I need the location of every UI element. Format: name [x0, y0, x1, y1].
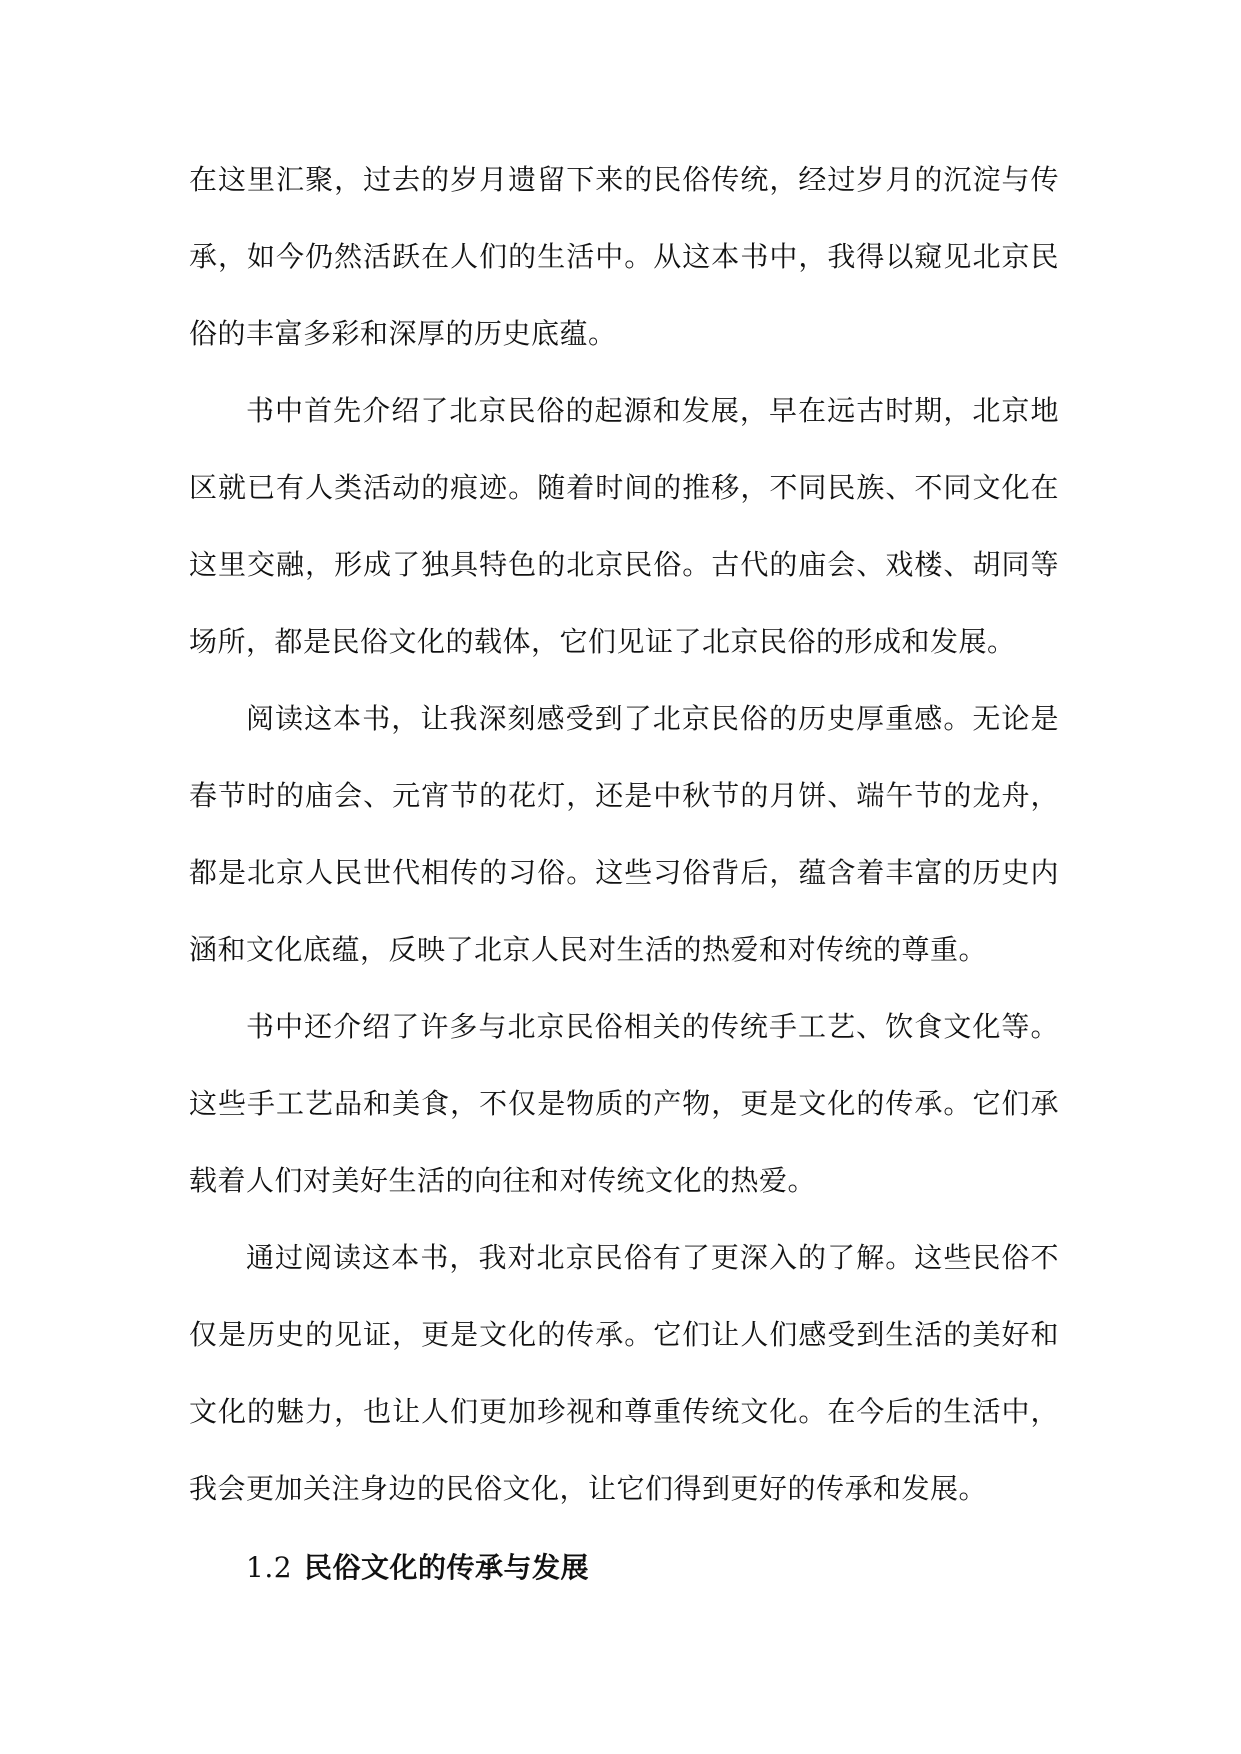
section-heading [246, 1548, 589, 1588]
paragraph-3: 阅读这本书，让我深刻感受到了北京民俗的历史厚重感。无论是春节时的庙会、元宵节的花灯，还是中秋节的月饼、端午节的龙舟，都是北京人民世代相传的习俗。这些习俗背后，蕴含着丰富的历史内涵和文化底蕴，反映了北京人民对生活的热爱和对传统的尊重。 [189, 702, 1059, 966]
paragraph-2: 书中首先介绍了北京民俗的起源和发展，早在远古时期，北京地区就已有人类活动的痕迹。随着时间的推移，不同民族、不同文化在这里交融，形成了独具特色的北京民俗。古代的庙会、戏楼、胡同等场所，都是民俗文化的载体，它们见证了北京民俗的形成和发展。 [189, 394, 1059, 658]
body-text [189, 141, 1059, 1527]
paragraph-4: 书中还介绍了许多与北京民俗相关的传统手工艺、饮食文化等。这些手工艺品和美食，不仅是物质的产物，更是文化的传承。它们承载着人们对美好生活的向往和对传统文化的热爱。 [189, 1010, 1059, 1197]
section-title: 民俗文化的传承与发展 [304, 1551, 590, 1584]
section-number: 1.2 [246, 1551, 293, 1584]
paragraph-5: 通过阅读这本书，我对北京民俗有了更深入的了解。这些民俗不仅是历史的见证，更是文化的传承。它们让人们感受到生活的美好和文化的魅力，也让人们更加珍视和尊重传统文化。在今后的生活中，我会更加关注身边的民俗文化，让它们得到更好的传承和发展。 [189, 1241, 1059, 1505]
paragraph-1: 在这里汇聚，过去的岁月遗留下来的民俗传统，经过岁月的沉淀与传承，如今仍然活跃在人们的生活中。从这本书中，我得以窥见北京民俗的丰富多彩和深厚的历史底蕴。 [189, 163, 1059, 350]
